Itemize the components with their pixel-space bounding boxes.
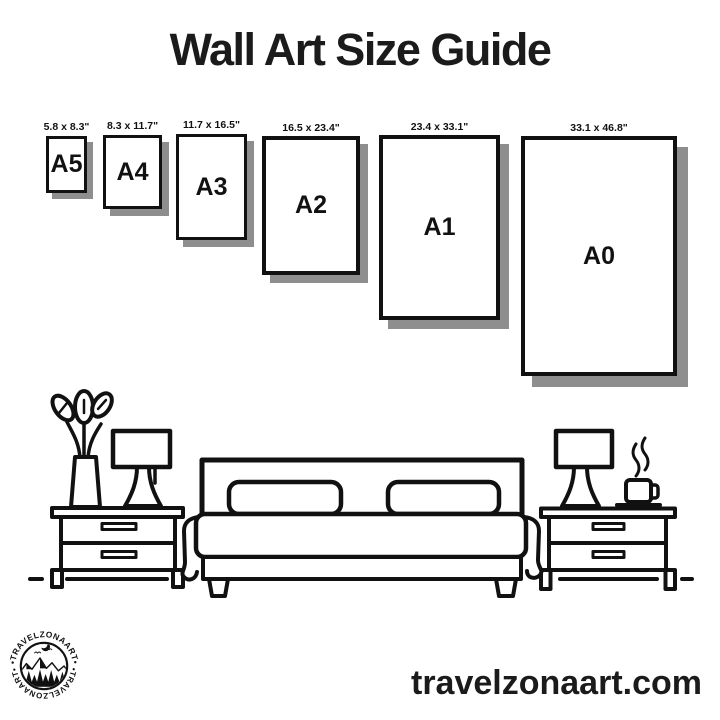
bed-icon bbox=[182, 460, 541, 596]
size-dimensions-label: 23.4 x 33.1" bbox=[410, 121, 469, 133]
logo-ring-text-bottom: •TRAVELZONAART• bbox=[9, 667, 79, 701]
size-frame-a3 bbox=[176, 119, 247, 240]
size-name-label: A2 bbox=[295, 191, 327, 219]
size-frame-a5 bbox=[43, 121, 90, 193]
logo-mountains-icon bbox=[18, 658, 72, 676]
pillow-right bbox=[388, 482, 499, 514]
bed-base bbox=[203, 557, 521, 579]
size-frame-a2 bbox=[262, 122, 360, 275]
size-dimensions-label: 8.3 x 11.7" bbox=[106, 120, 159, 132]
plant-icon bbox=[48, 390, 116, 507]
nightstand-left-icon bbox=[52, 508, 183, 587]
drawer-handle bbox=[593, 524, 624, 530]
size-dimensions-label: 11.7 x 16.5" bbox=[183, 119, 240, 131]
size-frame-a4 bbox=[103, 120, 162, 209]
size-dimensions-label: 16.5 x 23.4" bbox=[282, 122, 340, 134]
page-title: Wall Art Size Guide bbox=[169, 24, 551, 75]
lamp-left-icon bbox=[113, 431, 170, 506]
website-url: travelzonaart.com bbox=[411, 664, 702, 702]
bedroom-illustration bbox=[0, 378, 720, 608]
logo-ring-text-top: •TRAVELZONAART• bbox=[7, 629, 81, 665]
size-dimensions-label: 33.1 x 46.8" bbox=[570, 122, 628, 134]
vase bbox=[71, 457, 100, 507]
drawer-handle bbox=[102, 524, 136, 530]
lamp-right-icon bbox=[556, 431, 612, 506]
size-name-label: A0 bbox=[583, 241, 615, 270]
size-frame-a0 bbox=[521, 122, 677, 376]
cup-body bbox=[626, 480, 651, 502]
steam-icon bbox=[633, 438, 648, 476]
size-name-label: A3 bbox=[195, 172, 228, 201]
lamp-shade bbox=[113, 431, 170, 467]
nightstand-right-icon bbox=[541, 509, 675, 590]
size-name-label: A4 bbox=[116, 157, 149, 186]
lamp-shade bbox=[556, 431, 612, 467]
size-frame-a1 bbox=[379, 121, 500, 320]
duvet bbox=[196, 514, 526, 557]
size-dimensions-label: 5.8 x 8.3" bbox=[43, 121, 90, 133]
drawer-handle bbox=[102, 552, 136, 558]
coffee-cup-icon bbox=[617, 438, 660, 505]
size-name-label: A5 bbox=[50, 150, 83, 178]
bed-feet bbox=[209, 579, 516, 596]
pillow-left bbox=[229, 482, 341, 514]
size-name-label: A1 bbox=[423, 213, 456, 241]
drawer-handle bbox=[593, 552, 624, 558]
travelzonaart-logo bbox=[4, 626, 84, 706]
